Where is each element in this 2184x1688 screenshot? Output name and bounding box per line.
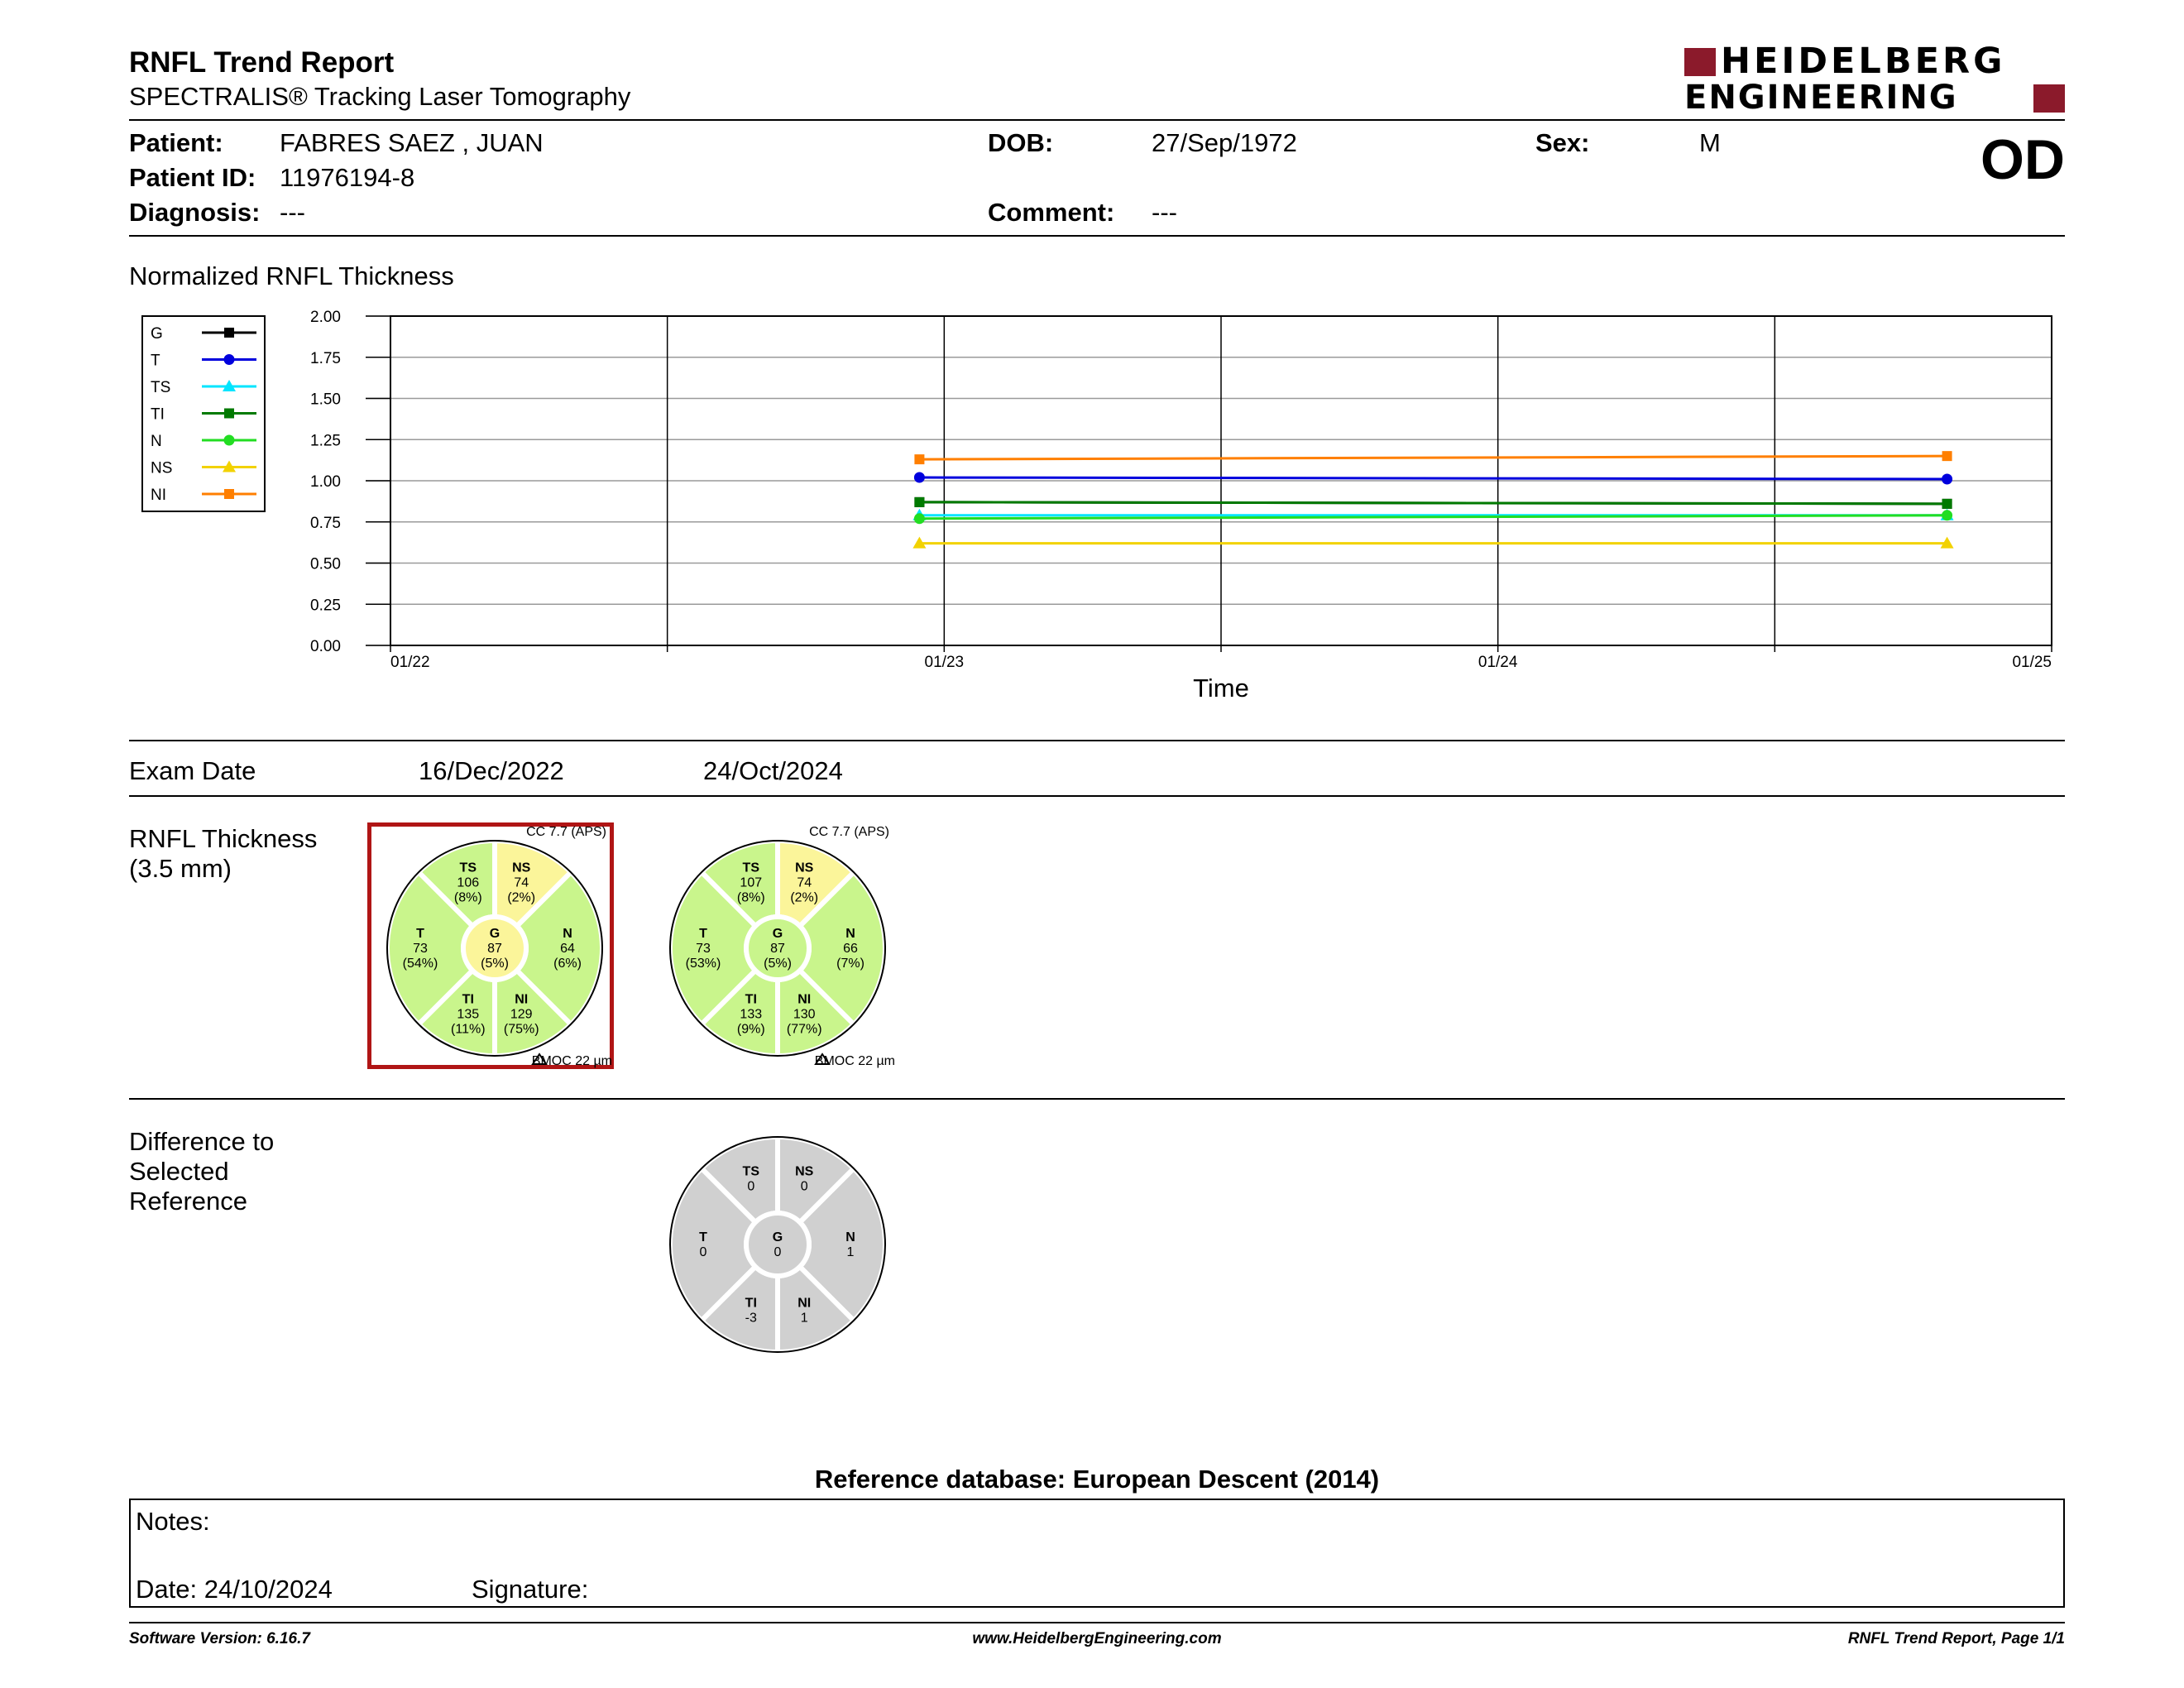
logo-line2: ENGINEERING [1684,79,1958,117]
legend-marker-ti [224,409,234,419]
sector-ts-name: TS [742,861,760,875]
sector-n-percent: (7%) [836,957,864,971]
series-line-ti [919,502,1947,504]
legend-marker-ni [224,489,234,499]
sector-n-name: N [845,927,855,941]
diagnosis-value: --- [280,198,305,227]
sector-n-value: 1 [846,1245,855,1259]
sector-ni-value: 129 [510,1007,533,1022]
y-tick-label: 2.00 [310,309,341,326]
y-tick-label: 1.75 [310,349,341,367]
eye-indicator: OD [1980,128,2065,191]
sector-ts-name: TS [742,1164,760,1179]
y-tick-label: 0.00 [310,638,341,655]
sector-ni-name: NI [515,992,529,1007]
exam-date-label: Exam Date [129,756,256,785]
sector-ti-percent: (9%) [736,1022,765,1037]
legend-marker-t [224,354,235,365]
y-tick-label: 0.50 [310,555,341,573]
exam-date-2: 24/Oct/2024 [703,756,843,785]
notes-label: Notes: [136,1507,210,1536]
legend-label-ti: TI [151,405,165,424]
x-tick-label: 01/25 [2012,654,2052,671]
patient-id: 11976194-8 [280,163,415,192]
sector-ti-name: TI [462,992,474,1007]
sector-t-name: T [416,927,424,941]
difference-label-1: Difference to [129,1127,275,1156]
sector-ti-name: TI [745,1296,757,1311]
sector-ts-value: 106 [457,875,480,890]
sector-ns-percent: (2%) [507,890,536,905]
y-tick-label: 0.75 [310,514,341,532]
comment-label: Comment: [988,198,1115,227]
sector-g [746,1213,809,1276]
sex-label: Sex: [1535,128,1590,157]
thickness-disk-exam-1[interactable] [371,824,619,1072]
legend-label-ts: TS [151,379,171,396]
sector-ns-name: NS [795,861,814,875]
bmoc-label: BMOC 22 µm [531,1054,612,1068]
legend-marker-n [224,435,235,446]
sector-n-name: N [845,1230,855,1244]
sector-n-percent: (6%) [553,957,582,971]
sector-g-name: G [772,927,783,941]
logo-line1: HEIDELBERG [1721,41,2006,82]
thickness-disk-exam-2[interactable] [654,824,902,1072]
sector-ni-value: 1 [800,1311,808,1326]
sector-ti-percent: (11%) [451,1022,486,1037]
sector-t-name: T [699,1230,707,1244]
series-line-ni [919,456,1947,459]
sector-ni-name: NI [797,1296,812,1311]
sector-t-percent: (53%) [685,957,721,971]
legend-label-g: G [151,325,163,343]
legend-label-ns: NS [151,459,173,477]
sector-ni-percent: (77%) [786,1022,822,1037]
thickness-label: RNFL Thickness [129,824,318,853]
sector-ni-percent: (75%) [503,1022,539,1037]
sector-ti-value: 135 [457,1007,480,1022]
data-point-t [914,472,925,483]
cc-label: CC 7.7 (APS) [809,825,889,839]
sector-ti-value: 133 [740,1007,763,1022]
sector-ts-percent: (8%) [736,890,765,905]
legend-label-t: T [151,352,160,370]
y-tick-label: 1.25 [310,432,341,450]
dob-value: 27/Sep/1972 [1152,128,1297,157]
sector-g-percent: (5%) [481,957,509,971]
sector-g-value: 0 [774,1245,782,1259]
thickness-sublabel: (3.5 mm) [129,854,232,883]
notes-box[interactable] [129,1499,2065,1608]
data-point-n [1942,510,1952,520]
sex-value: M [1699,128,1721,157]
y-tick-label: 0.25 [310,597,341,615]
sector-ts-value: 0 [747,1179,755,1194]
data-point-ni [914,454,924,464]
sector-ts-value: 107 [740,875,763,890]
sector-t-value: 0 [699,1245,707,1259]
sector-n-name: N [563,927,572,941]
notes-date: Date: 24/10/2024 [136,1575,333,1604]
y-tick-label: 1.50 [310,391,341,409]
exam-date-1: 16/Dec/2022 [419,756,564,785]
sector-ns-name: NS [795,1164,814,1179]
data-point-t [1942,474,1952,485]
sector-t-name: T [699,927,707,941]
reference-database: Reference database: European Descent (2014) [814,1465,1380,1494]
cc-label: CC 7.7 (APS) [526,825,606,839]
sector-ti-value: -3 [745,1311,757,1326]
difference-label-2: Selected [129,1157,229,1186]
legend-label-ni: NI [151,487,166,504]
report-title: RNFL Trend Report [129,46,395,79]
sector-ni-value: 130 [793,1007,816,1022]
sector-ns-value: 74 [797,875,812,890]
dob-label: DOB: [988,128,1054,157]
sector-ts-percent: (8%) [453,890,482,905]
sector-t-value: 73 [696,942,711,956]
series-line-t [919,477,1947,479]
data-point-ti [1942,499,1952,509]
sector-n-value: 66 [843,942,858,956]
difference-label-3: Reference [129,1187,248,1216]
report-subtitle: SPECTRALIS® Tracking Laser Tomography [129,82,631,111]
diagnosis-label: Diagnosis: [129,198,261,227]
sector-ni-name: NI [797,992,812,1007]
sector-ns-percent: (2%) [790,890,819,905]
sector-g-name: G [772,1230,783,1244]
bmoc-label: BMOC 22 µm [814,1054,895,1068]
y-tick-label: 1.00 [310,473,341,491]
software-version: Software Version: 6.16.7 [129,1630,310,1647]
sector-ns-value: 74 [514,875,529,890]
sector-ns-name: NS [512,861,531,875]
trend-section-title: Normalized RNFL Thickness [129,261,454,290]
page-number: RNFL Trend Report, Page 1/1 [1847,1630,2065,1647]
sector-g-percent: (5%) [764,957,792,971]
patient-name: FABRES SAEZ , JUAN [280,128,544,157]
x-tick-label: 01/23 [924,654,965,671]
sector-g-value: 87 [770,942,785,956]
sector-ns-value: 0 [800,1179,808,1194]
sector-g-value: 87 [487,942,502,956]
sector-n-value: 64 [560,942,575,956]
data-point-ti [914,497,924,507]
sector-g-name: G [489,927,500,941]
legend-marker-g [224,328,234,338]
heidelberg-logo [1684,41,2065,117]
x-tick-label: 01/24 [1478,654,1518,671]
data-point-n [914,513,925,524]
patient-id-label: Patient ID: [129,163,256,192]
legend-label-n: N [151,433,162,450]
sector-t-percent: (54%) [402,957,438,971]
difference-disk [654,1120,902,1369]
sector-ts-name: TS [459,861,477,875]
website-link[interactable]: www.HeidelbergEngineering.com [972,1630,1222,1647]
trend-chart [124,298,2068,712]
x-axis-title: Time [1193,674,1249,703]
data-point-ni [1942,451,1952,461]
notes-signature: Signature: [472,1575,589,1604]
patient-label: Patient: [129,128,223,157]
sector-t-value: 73 [413,942,428,956]
comment-value: --- [1152,198,1177,227]
x-tick-label: 01/22 [390,654,430,671]
sector-ti-name: TI [745,992,757,1007]
